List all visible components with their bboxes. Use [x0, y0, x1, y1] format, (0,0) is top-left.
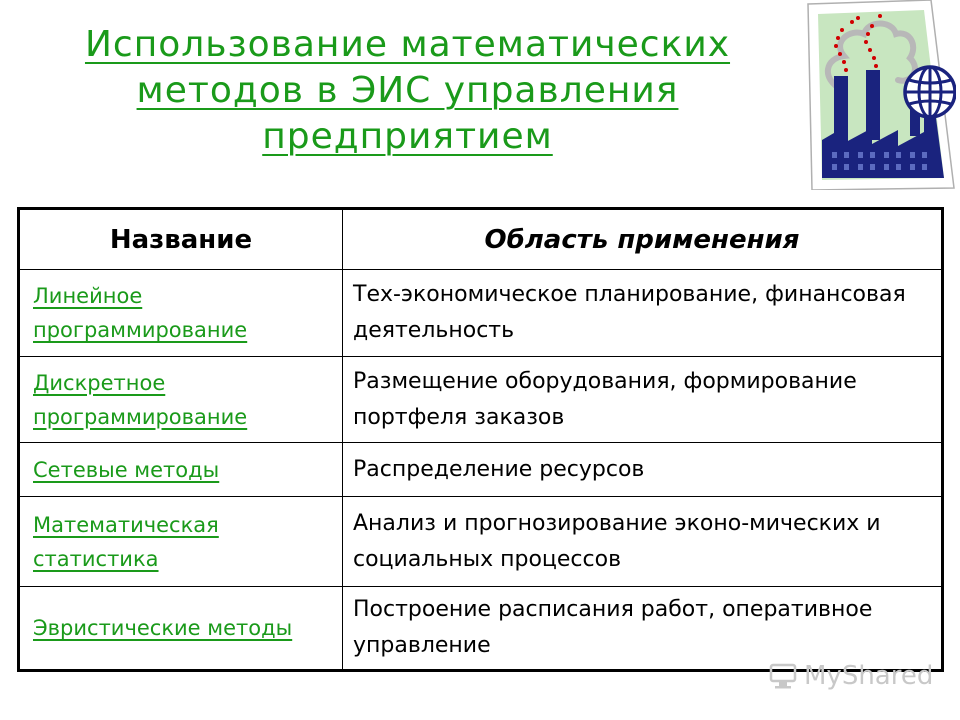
watermark-text: MyShared	[804, 661, 934, 691]
method-link-network-methods[interactable]: Сетевые методы	[19, 443, 343, 497]
method-link-linear-programming[interactable]: Линейное программирование	[19, 270, 343, 357]
method-link-heuristic-methods[interactable]: Эвристические методы	[19, 587, 343, 671]
method-link-math-statistics[interactable]: Математическая статистика	[19, 497, 343, 587]
application-area: Построение расписания работ, оперативное управление	[343, 587, 943, 671]
table-row	[19, 497, 943, 587]
table-header-row	[19, 209, 943, 270]
methods-table	[17, 207, 944, 672]
table-row	[19, 443, 943, 497]
watermark	[768, 656, 938, 696]
application-area: Распределение ресурсов	[343, 443, 943, 497]
header-name: Название	[19, 209, 343, 270]
watermark-icon	[768, 661, 798, 691]
table-row	[19, 270, 943, 357]
application-area: Размещение оборудования, формирование портфеля заказов	[343, 357, 943, 443]
header-area: Область применения	[343, 209, 943, 270]
factory-globe-icon	[806, 0, 956, 190]
application-area: Тех-экономическое планирование, финансовая деятельность	[343, 270, 943, 357]
table-row	[19, 357, 943, 443]
slide-title: Использование математических методов в ЭИС управления предприятием	[84, 24, 731, 157]
application-area: Анализ и прогнозирование эконо-мических и социальных процессов	[343, 497, 943, 587]
method-link-discrete-programming[interactable]: Дискретное программирование	[19, 357, 343, 443]
